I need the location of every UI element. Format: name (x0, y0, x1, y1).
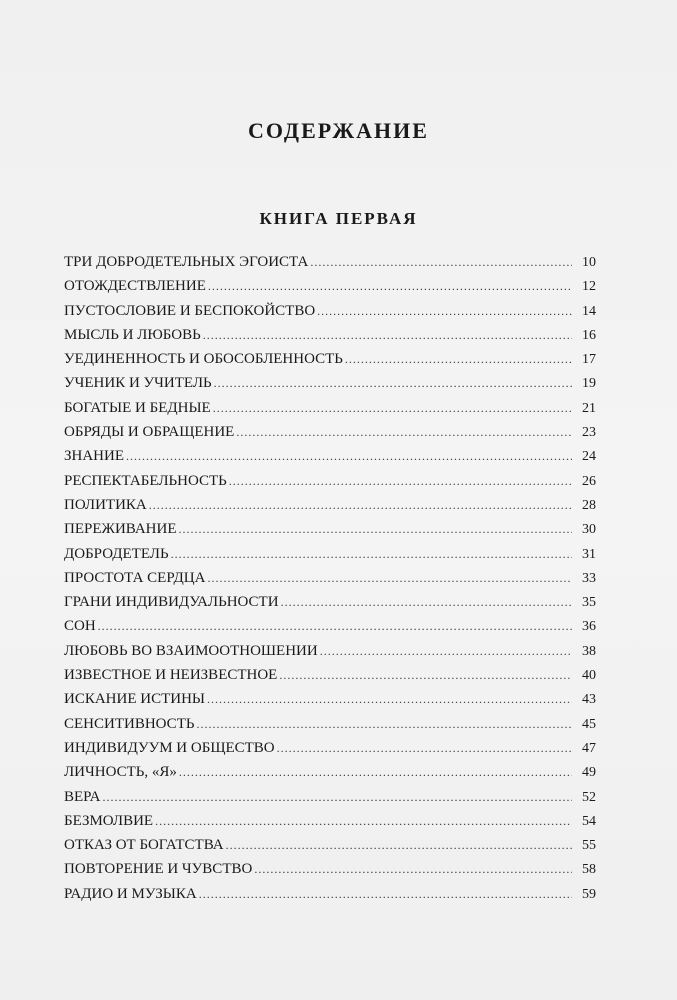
toc-entry-page: 31 (582, 546, 596, 562)
toc-entry-title: ОБРЯДЫ И ОБРАЩЕНИЕ (64, 424, 235, 441)
toc-entry (64, 809, 596, 833)
toc-entry-page: 36 (582, 619, 596, 635)
toc-entry (64, 469, 596, 493)
toc-entry-title: УЕДИНЕННОСТЬ И ОБОСОБЛЕННОСТЬ (64, 351, 343, 368)
dot-leader (317, 299, 572, 323)
dot-leader (345, 347, 572, 371)
toc-entry (64, 542, 596, 566)
dot-leader (213, 396, 572, 420)
toc-entry-title: РЕСПЕКТАБЕЛЬНОСТЬ (64, 472, 227, 489)
toc-entry (64, 639, 596, 663)
dot-leader (208, 274, 572, 298)
toc-entry (64, 590, 596, 614)
toc-entry-title: ЛИЧНОСТЬ, «Я» (64, 764, 177, 781)
table-of-contents (64, 250, 596, 906)
dot-leader (179, 760, 572, 784)
toc-entry (64, 760, 596, 784)
toc-entry (64, 274, 596, 298)
dot-leader (149, 493, 572, 517)
dot-leader (98, 614, 572, 638)
toc-entry-title: ВЕРА (64, 788, 101, 805)
toc-entry-title: МЫСЛЬ И ЛЮБОВЬ (64, 326, 201, 343)
toc-entry-page: 43 (582, 692, 596, 708)
toc-entry-page: 30 (582, 522, 596, 538)
toc-entry-title: ТРИ ДОБРОДЕТЕЛЬНЫХ ЭГОИСТА (64, 254, 309, 270)
toc-entry (64, 712, 596, 736)
dot-leader (179, 517, 573, 541)
dot-leader (310, 250, 572, 274)
dot-leader (281, 590, 572, 614)
toc-entry-title: ПОЛИТИКА (64, 496, 147, 513)
toc-entry-page: 16 (582, 327, 596, 343)
toc-entry (64, 687, 596, 711)
toc-entry (64, 396, 596, 420)
toc-entry-page: 49 (582, 765, 596, 781)
toc-entry-title: РАДИО И МУЗЫКА (64, 885, 197, 902)
dot-leader (196, 712, 572, 736)
toc-entry-page: 40 (582, 668, 596, 684)
toc-entry-page: 54 (582, 813, 596, 829)
toc-entry-page: 23 (582, 425, 596, 441)
toc-entry-title: ГРАНИ ИНДИВИДУАЛЬНОСТИ (64, 594, 279, 611)
dot-leader (207, 566, 572, 590)
toc-entry-title: ЗНАНИЕ (64, 448, 125, 465)
toc-entry-title: ПУСТОСЛОВИЕ И БЕСПОКОЙСТВО (64, 302, 316, 319)
toc-entry (64, 347, 596, 371)
toc-entry-title: ПРОСТОТА СЕРДЦА (64, 569, 206, 586)
toc-entry-title: СОН (64, 618, 96, 635)
toc-entry (64, 493, 596, 517)
toc-entry (64, 736, 596, 760)
toc-entry-page: 38 (582, 643, 596, 659)
toc-entry (64, 833, 596, 857)
toc-entry (64, 517, 596, 541)
toc-entry-page: 21 (582, 400, 596, 416)
dot-leader (236, 420, 572, 444)
toc-entry-title: ОТКАЗ ОТ БОГАТСТВА (64, 837, 224, 854)
toc-entry-title: СЕНСИТИВНОСТЬ (64, 715, 195, 732)
toc-entry-page: 58 (582, 862, 596, 878)
toc-entry (64, 614, 596, 638)
dot-leader (203, 323, 572, 347)
toc-entry-page: 17 (582, 352, 596, 368)
dot-leader (171, 542, 572, 566)
toc-entry (64, 857, 596, 881)
dot-leader (214, 371, 572, 395)
toc-entry (64, 250, 596, 274)
toc-entry (64, 444, 596, 468)
toc-entry-page: 52 (582, 789, 596, 805)
toc-entry-page: 45 (582, 716, 596, 732)
toc-entry (64, 882, 596, 906)
dot-leader (226, 833, 572, 857)
dot-leader (229, 469, 572, 493)
toc-entry-page: 10 (582, 255, 596, 270)
section-title: КНИГА ПЕРВАЯ (259, 209, 418, 228)
toc-entry-title: ДОБРОДЕТЕЛЬ (64, 545, 169, 562)
toc-entry-page: 12 (582, 279, 596, 295)
toc-entry (64, 566, 596, 590)
dot-leader (254, 857, 572, 881)
dot-leader (277, 736, 572, 760)
dot-leader (279, 663, 572, 687)
toc-entry-page: 24 (582, 449, 596, 465)
toc-entry-page: 14 (582, 303, 596, 319)
toc-entry-page: 47 (582, 740, 596, 756)
dot-leader (102, 785, 572, 809)
page-title: СОДЕРЖАНИЕ (248, 118, 429, 143)
toc-entry-title: ПОВТОРЕНИЕ И ЧУВСТВО (64, 861, 253, 878)
toc-entry (64, 663, 596, 687)
toc-entry (64, 323, 596, 347)
toc-entry-title: ЛЮБОВЬ ВО ВЗАИМООТНОШЕНИИ (64, 642, 318, 659)
toc-entry (64, 785, 596, 809)
toc-entry-title: УЧЕНИК И УЧИТЕЛЬ (64, 375, 212, 392)
toc-entry-title: ОТОЖДЕСТВЛЕНИЕ (64, 278, 206, 295)
toc-entry-page: 35 (582, 595, 596, 611)
toc-entry-title: ПЕРЕЖИВАНИЕ (64, 521, 177, 538)
toc-entry-title: ИЗВЕСТНОЕ И НЕИЗВЕСТНОЕ (64, 667, 278, 684)
toc-entry (64, 420, 596, 444)
dot-leader (155, 809, 572, 833)
dot-leader (126, 444, 572, 468)
toc-entry-page: 59 (582, 886, 596, 902)
toc-entry-title: БЕЗМОЛВИЕ (64, 812, 154, 829)
toc-entry-page: 28 (582, 497, 596, 513)
toc-entry-page: 19 (582, 376, 596, 392)
toc-entry-page: 33 (582, 570, 596, 586)
toc-entry (64, 371, 596, 395)
toc-entry-page: 26 (582, 473, 596, 489)
toc-entry (64, 299, 596, 323)
toc-entry-title: БОГАТЫЕ И БЕДНЫЕ (64, 399, 211, 416)
toc-entry-title: ИНДИВИДУУМ И ОБЩЕСТВО (64, 739, 275, 756)
dot-leader (199, 882, 572, 906)
toc-entry-title: ИСКАНИЕ ИСТИНЫ (64, 691, 205, 708)
dot-leader (207, 687, 572, 711)
dot-leader (320, 639, 572, 663)
toc-entry-page: 55 (582, 838, 596, 854)
